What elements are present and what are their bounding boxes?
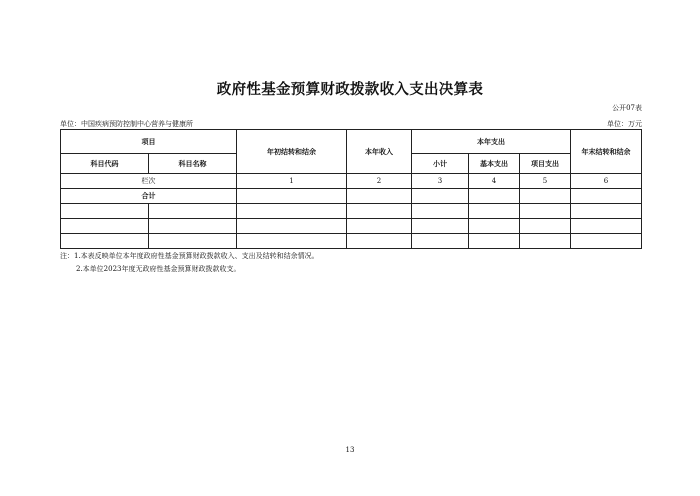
table-cell — [571, 189, 642, 204]
header-expense: 本年支出 — [412, 130, 571, 154]
currency-unit: 单位：万元 — [607, 120, 642, 128]
page-title: 政府性基金预算财政拨款收入支出决算表 — [216, 82, 484, 98]
table-cell — [347, 189, 412, 204]
table-cell — [571, 219, 642, 234]
table-cell — [149, 234, 237, 249]
column-number: 4 — [469, 174, 520, 189]
table-cell — [412, 219, 469, 234]
table-cell — [520, 219, 571, 234]
table-cell — [237, 204, 347, 219]
table-cell — [412, 204, 469, 219]
table-cell — [347, 204, 412, 219]
table-cell — [61, 234, 149, 249]
column-number: 6 — [571, 174, 642, 189]
page-number: 13 — [345, 446, 355, 454]
table-cell — [469, 234, 520, 249]
table-cell — [469, 189, 520, 204]
header-code: 科目代码 — [61, 154, 149, 174]
table-cell — [469, 219, 520, 234]
form-number: 公开07表 — [612, 104, 642, 112]
column-number: 3 — [412, 174, 469, 189]
table-cell — [520, 189, 571, 204]
note-2: 2.本单位2023年度无政府性基金预算财政拨款收支。 — [76, 265, 241, 273]
table-cell — [237, 189, 347, 204]
table-cell — [347, 234, 412, 249]
column-number: 2 — [347, 174, 412, 189]
total-row — [61, 189, 642, 204]
header-subtotal: 小计 — [412, 154, 469, 174]
table-row — [61, 219, 642, 234]
table-cell — [571, 234, 642, 249]
header-row-1 — [61, 130, 642, 154]
table-row — [61, 204, 642, 219]
header-basic: 基本支出 — [469, 154, 520, 174]
table-row — [61, 234, 642, 249]
table-cell — [61, 204, 149, 219]
column-number: 5 — [520, 174, 571, 189]
reporting-unit: 单位：中国疾病预防控制中心营养与健康所 — [60, 120, 193, 128]
table-cell — [520, 204, 571, 219]
total-label: 合计 — [61, 189, 237, 204]
header-income: 本年收入 — [347, 130, 412, 174]
table-cell — [61, 219, 149, 234]
header-item: 项目支出 — [520, 154, 571, 174]
header-end-balance: 年末结转和结余 — [571, 130, 642, 174]
table-cell — [237, 234, 347, 249]
notes — [60, 250, 319, 276]
header-begin-balance: 年初结转和结余 — [237, 130, 347, 174]
note-1: 注：1.本表反映单位本年度政府性基金预算财政拨款收入、支出及结转和结余情况。 — [60, 252, 319, 260]
table-cell — [412, 189, 469, 204]
table-cell — [469, 204, 520, 219]
table-cell — [571, 204, 642, 219]
column-number-row — [61, 174, 642, 189]
row-label-cell: 栏次 — [61, 174, 237, 189]
budget-table — [60, 129, 642, 249]
header-project: 项目 — [61, 130, 237, 154]
header-name: 科目名称 — [149, 154, 237, 174]
table-cell — [347, 219, 412, 234]
table-cell — [412, 234, 469, 249]
table-cell — [237, 219, 347, 234]
column-number: 1 — [237, 174, 347, 189]
table-cell — [149, 204, 237, 219]
table-cell — [520, 234, 571, 249]
table-cell — [149, 219, 237, 234]
